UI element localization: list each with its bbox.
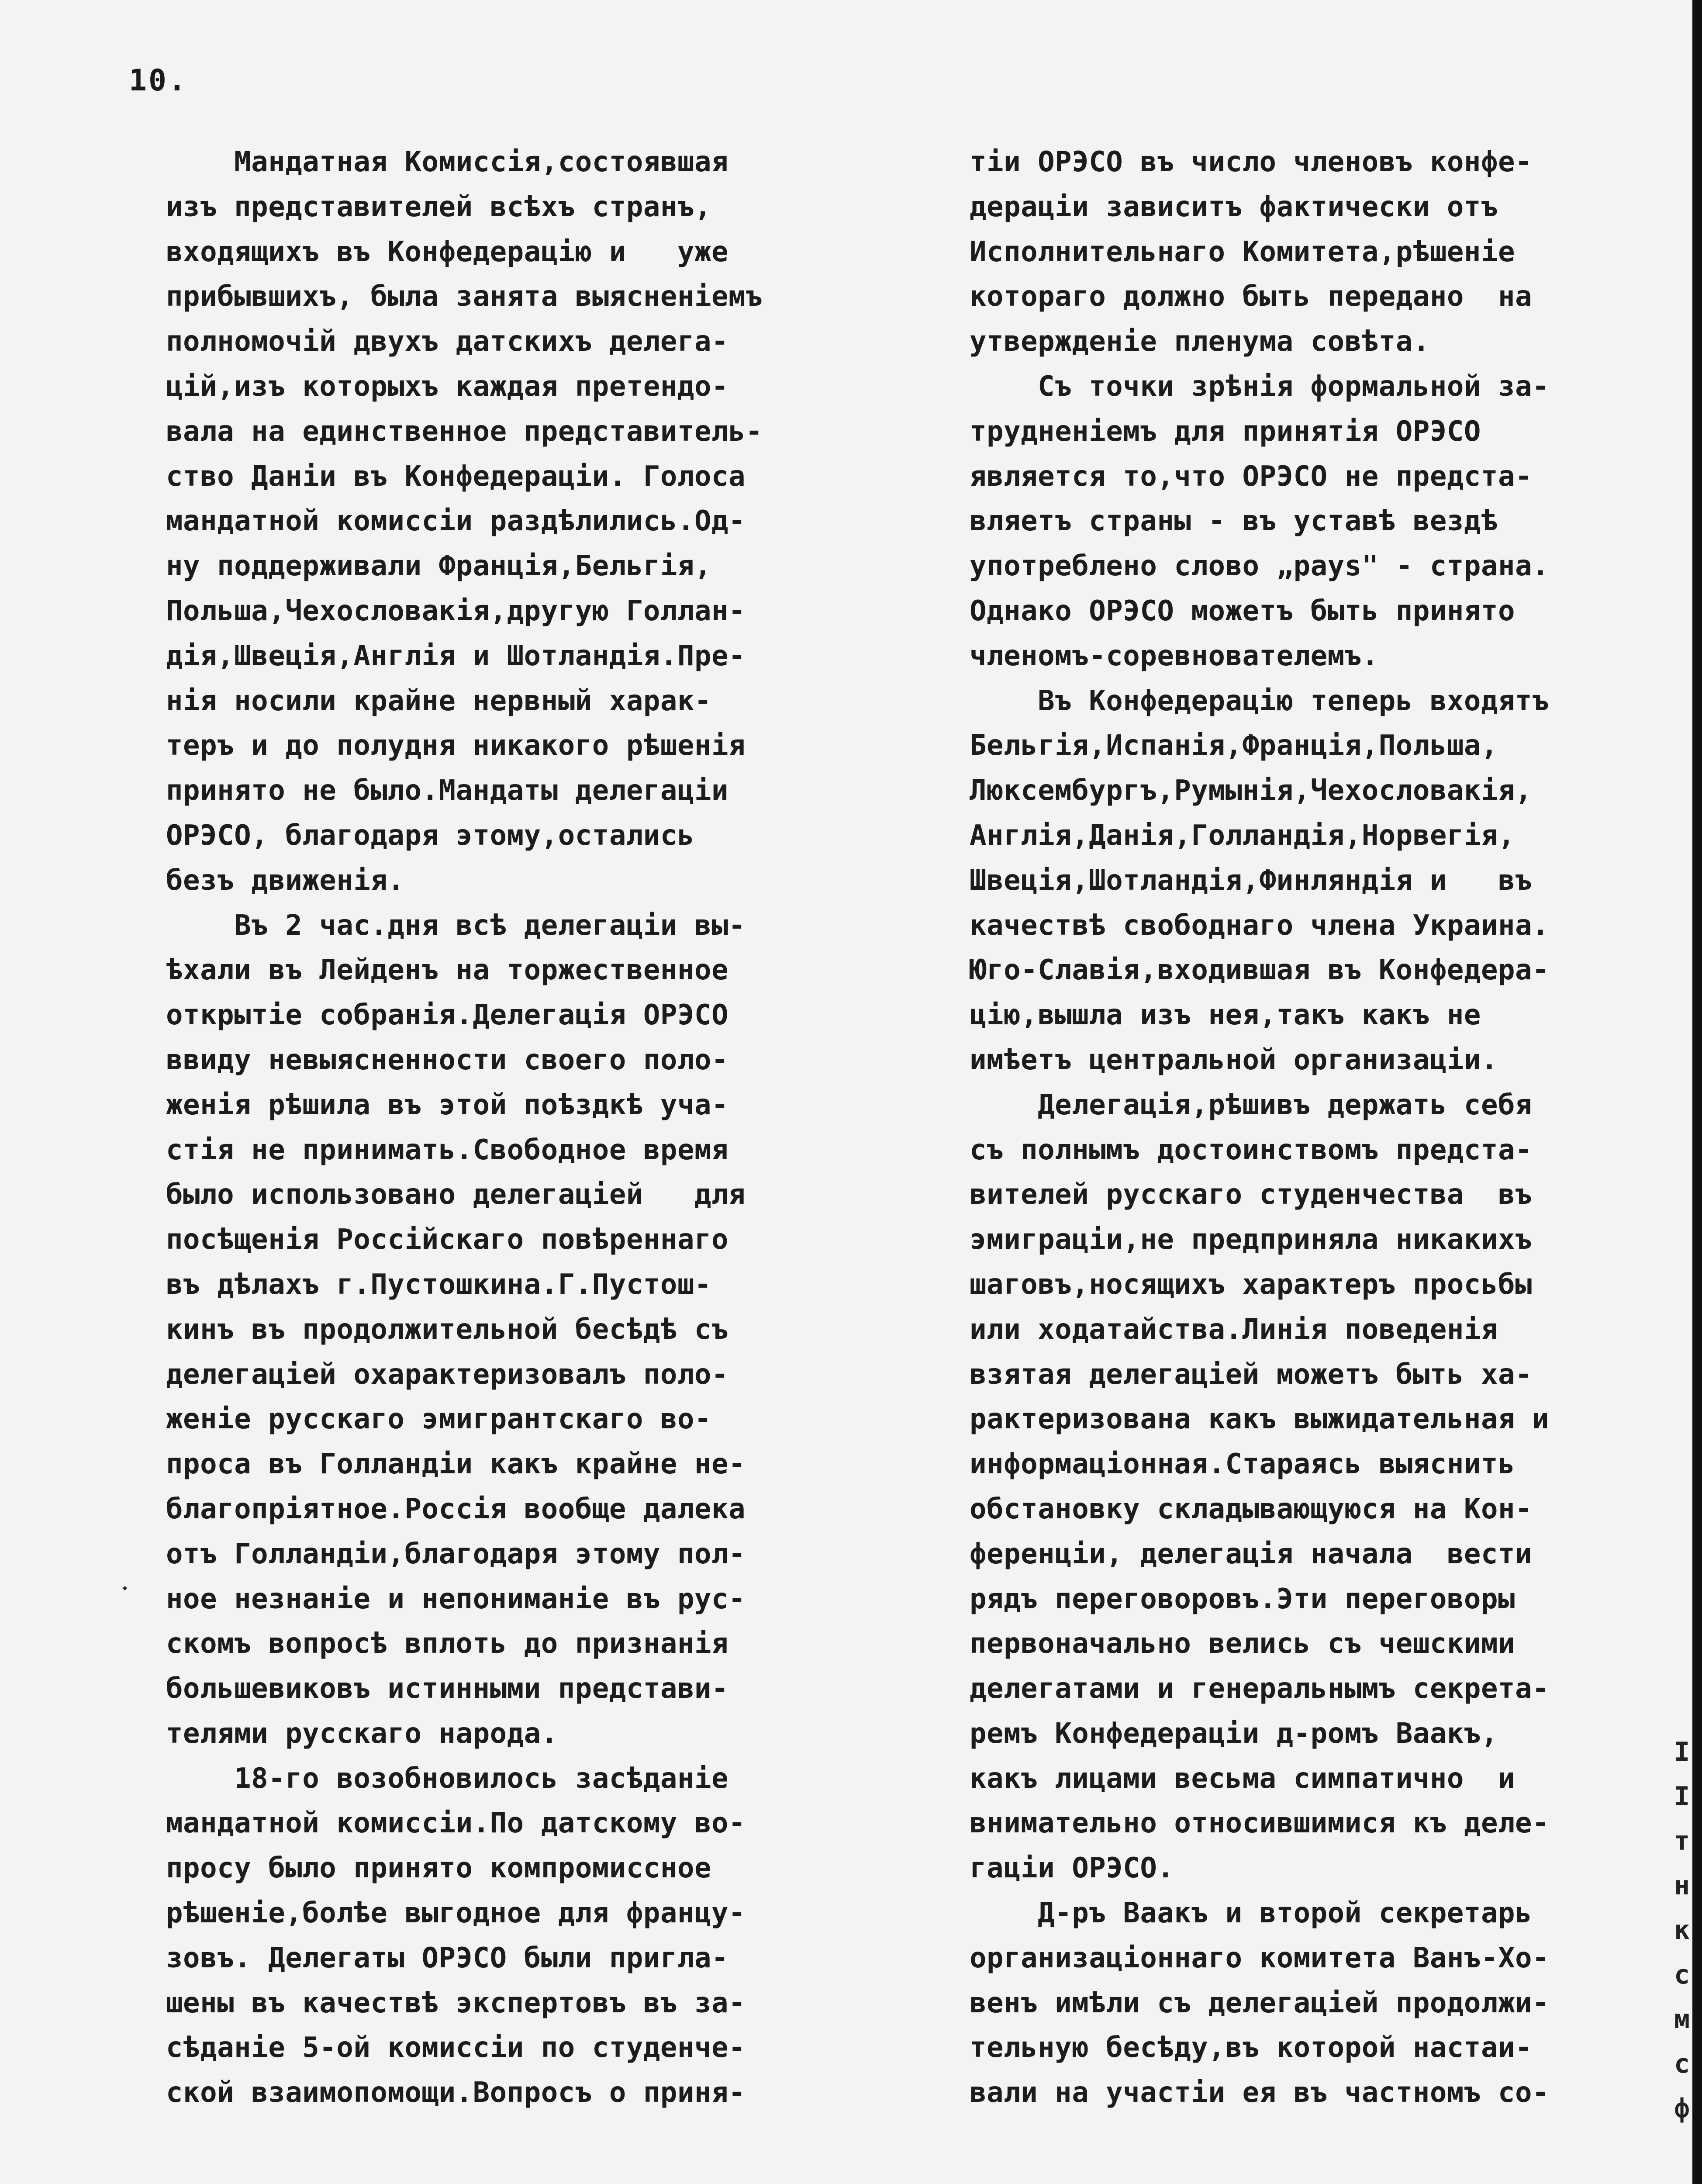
text-line: телями русскаго народа. — [166, 1717, 558, 1750]
text-line: ференціи, делегація начала вести — [970, 1538, 1533, 1570]
text-line: ну поддерживали Франція,Бельгія, — [166, 550, 711, 583]
text-line: вляетъ страны - въ уставѣ вездѣ — [970, 505, 1498, 538]
text-line: проса въ Голландіи какъ крайне не- — [166, 1448, 746, 1481]
text-line: открытіе собранія.Делегація ОРЭСО — [166, 999, 729, 1032]
text-line: имѣетъ центральной организаціи. — [970, 1044, 1498, 1076]
text-line: ОРЭСО, благодаря этому,остались — [166, 819, 694, 852]
page-number: 10. — [129, 63, 188, 98]
text-line: благопріятное.Россія вообще далека — [166, 1493, 746, 1525]
text-line: шаговъ,носящихъ характеръ просьбы — [970, 1268, 1533, 1301]
text-line: безъ движенія. — [166, 864, 405, 897]
text-line: входящихъ въ Конфедерацію и уже — [166, 235, 729, 268]
text-line: гаціи ОРЭСО. — [970, 1852, 1174, 1885]
text-line: зовъ. Делегаты ОРЭСО были пригла- — [166, 1942, 729, 1974]
text-line: тельную бесѣду,въ которой настаи- — [970, 2032, 1533, 2064]
stray-ink-mark — [123, 1586, 127, 1590]
text-line: информаціонная.Стараясь выяснить — [970, 1448, 1515, 1481]
text-line: дераціи зависитъ фактически отъ — [970, 190, 1498, 223]
text-line: стія не принимать.Свободное время — [166, 1133, 729, 1166]
text-line: Англія,Данія,Голландія,Норвегія, — [970, 819, 1515, 852]
text-line: обстановку складывающуюся на Кон- — [970, 1493, 1533, 1525]
text-line: скомъ вопросѣ вплоть до признанія — [166, 1628, 729, 1660]
text-line: Исполнительнаго Комитета,рѣшеніе — [970, 235, 1515, 268]
text-line: делегатами и генеральнымъ секрета- — [970, 1673, 1550, 1705]
text-line: посѣщенія Россійскаго повѣреннаго — [166, 1223, 729, 1256]
text-line: большевиковъ истинными представи- — [166, 1673, 729, 1705]
text-line: кинъ въ продолжительной бесѣдѣ съ — [166, 1313, 729, 1346]
text-line: шены въ качествѣ экспертовъ въ за- — [166, 1987, 746, 2019]
text-line: ввиду невыясненности своего поло- — [166, 1044, 729, 1076]
text-line: венъ имѣли съ делегаціей продолжи- — [970, 1987, 1550, 2019]
text-line: ство Даніи въ Конфедераціи. Голоса — [166, 460, 746, 493]
text-line: вала на единственное представитель- — [166, 415, 763, 448]
text-line: изъ представителей всѣхъ странъ, — [166, 190, 711, 223]
text-line: вали на участіи ея въ частномъ со- — [970, 2077, 1550, 2109]
text-line: трудненіемъ для принятія ОРЭСО — [970, 415, 1481, 448]
text-line: нія носили крайне нервный харак- — [166, 684, 711, 717]
text-line: взятая делегаціей можетъ быть ха- — [970, 1358, 1533, 1391]
margin-letter: с — [1674, 2049, 1690, 2079]
text-line: сѣданіе 5-ой комиссіи по студенче- — [166, 2032, 746, 2064]
text-line: Д-ръ Ваакъ и второй секретарь — [970, 1897, 1533, 1930]
cropped-margin-letters — [1674, 1730, 1692, 2131]
text-line: дія,Швеція,Англія и Шотландія.Пре- — [166, 639, 746, 672]
text-line: Люксембургъ,Румынія,Чехословакія, — [970, 774, 1533, 807]
margin-letter: I — [1674, 1781, 1690, 1812]
margin-letter: I — [1674, 1737, 1690, 1767]
text-line: делегаціей охарактеризовалъ поло- — [166, 1358, 729, 1391]
text-line: ремъ Конфедераціи д-ромъ Ваакъ, — [970, 1717, 1498, 1750]
text-line: полномочій двухъ датскихъ делега- — [166, 325, 729, 358]
text-line: прибывшихъ, была занята выясненіемъ — [166, 280, 763, 313]
text-line: котораго должно быть передано на — [970, 280, 1533, 313]
text-line: ской взаимопомощи.Вопросъ о приня- — [166, 2077, 746, 2109]
scan-edge-border — [1692, 0, 1702, 2184]
text-line: является то,что ОРЭСО не предста- — [970, 460, 1533, 493]
text-line: просу было принято компромиссное — [166, 1852, 711, 1885]
text-line: цію,вышла изъ нея,такъ какъ не — [970, 999, 1481, 1032]
text-line: Польша,Чехословакія,другую Голлан- — [166, 594, 746, 627]
text-line: тіи ОРЭСО въ число членовъ конфе- — [970, 146, 1533, 178]
margin-letter: к — [1674, 1915, 1690, 1946]
text-line: вителей русскаго студенчества въ — [970, 1178, 1533, 1211]
text-line: мандатной комиссіи раздѣлились.Од- — [166, 505, 746, 538]
text-line: Мандатная Комиссія,состоявшая — [166, 146, 729, 178]
text-line: мандатной комиссіи.По датскому во- — [166, 1807, 746, 1840]
text-line: рактеризована какъ выжидательная и — [970, 1403, 1550, 1436]
text-line: было использовано делегаціей для — [166, 1178, 746, 1211]
text-line: отъ Голландіи,благодаря этому пол- — [166, 1538, 746, 1570]
text-line: Въ 2 час.дня всѣ делегаціи вы- — [166, 909, 746, 942]
text-line: Съ точки зрѣнія формальной за- — [970, 370, 1550, 403]
text-line: какъ лицами весьма симпатично и — [970, 1762, 1515, 1795]
text-line: Делегація,рѣшивъ держать себя — [970, 1089, 1533, 1121]
text-line: цій,изъ которыхъ каждая претендо- — [166, 370, 729, 403]
text-line: ѣхали въ Лейденъ на торжественное — [166, 954, 729, 987]
text-line: рядъ переговоровъ.Эти переговоры — [970, 1583, 1515, 1615]
text-line: утвержденіе пленума совѣта. — [970, 325, 1430, 358]
text-line: Бельгія,Испанія,Франція,Польша, — [970, 729, 1498, 762]
text-line: организаціоннаго комитета Ванъ-Хо- — [970, 1942, 1550, 1974]
text-line: женія рѣшила въ этой поѣздкѣ уча- — [166, 1089, 729, 1121]
margin-letter: м — [1674, 2004, 1690, 2035]
right-text-column — [970, 140, 1651, 2115]
text-line: съ полнымъ достоинствомъ предста- — [970, 1133, 1533, 1166]
text-line: употреблено слово „pays" - страна. — [970, 550, 1550, 583]
text-line: членомъ-соревнователемъ. — [970, 639, 1379, 672]
text-line: Юго-Славія,входившая въ Конфедера- — [970, 954, 1550, 987]
text-line: теръ и до полудня никакого рѣшенія — [166, 729, 746, 762]
text-line: Швеція,Шотландія,Финляндія и въ — [970, 864, 1533, 897]
margin-letter: т — [1674, 1826, 1690, 1856]
text-line: рѣшеніе,болѣе выгодное для францу- — [166, 1897, 746, 1930]
text-line: ное незнаніе и непониманіе въ рус- — [166, 1583, 746, 1615]
text-line: 18-го возобновилось засѣданіе — [166, 1762, 729, 1795]
left-text-column — [166, 140, 873, 2115]
text-line: Въ Конфедерацію теперь входятъ — [970, 684, 1550, 717]
text-line: женіе русскаго эмигрантскаго во- — [166, 1403, 711, 1436]
text-line: принято не было.Мандаты делегаціи — [166, 774, 729, 807]
text-line: первоначально велись съ чешскими — [970, 1628, 1515, 1660]
margin-letter: с — [1674, 1959, 1690, 1990]
text-line: внимательно относившимися къ деле- — [970, 1807, 1550, 1840]
margin-letter: н — [1674, 1870, 1690, 1901]
text-line: Однако ОРЭСО можетъ быть принято — [970, 594, 1515, 627]
text-line: эмиграціи,не предприняла никакихъ — [970, 1223, 1533, 1256]
text-line: качествѣ свободнаго члена Украина. — [970, 909, 1550, 942]
text-line: или ходатайства.Линія поведенія — [970, 1313, 1498, 1346]
margin-letter: ф — [1674, 2093, 1690, 2124]
text-line: въ дѣлахъ г.Пустошкина.Г.Пустош- — [166, 1268, 711, 1301]
